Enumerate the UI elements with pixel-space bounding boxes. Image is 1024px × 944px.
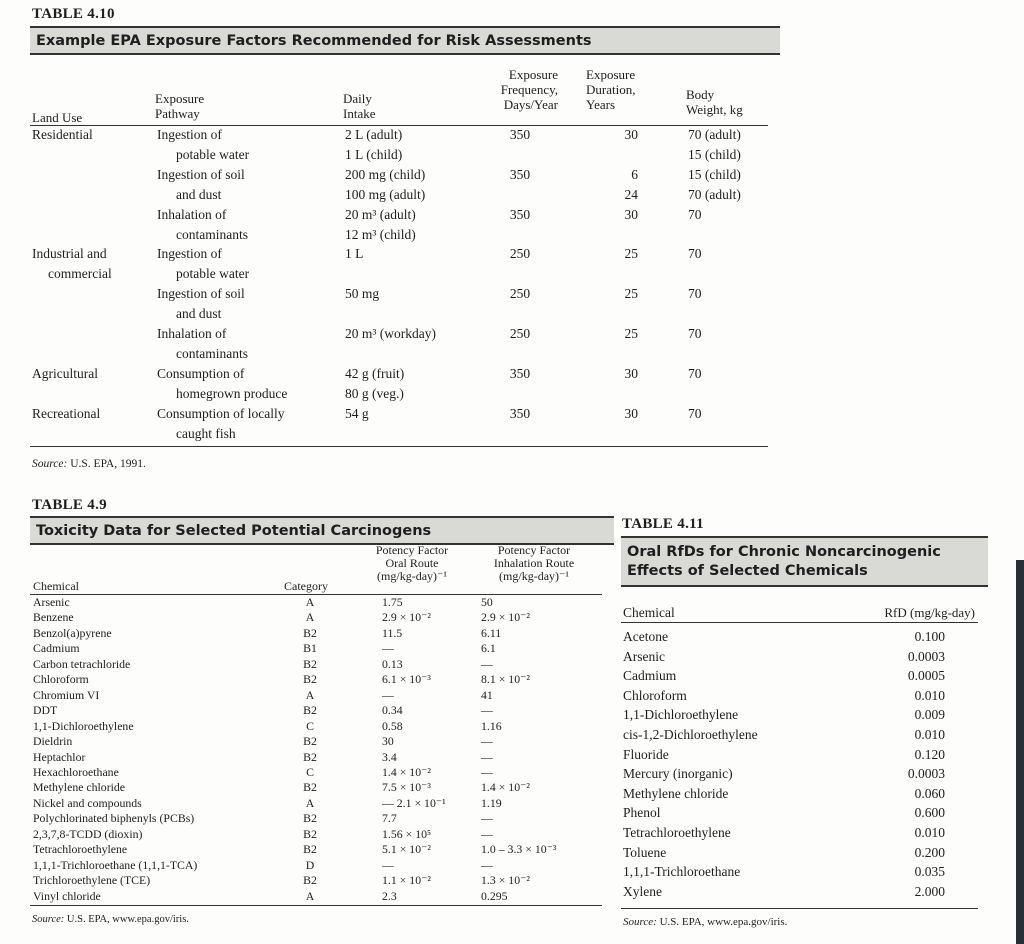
t410-duration: 30 xyxy=(624,406,638,421)
t410-duration: 25 xyxy=(624,286,638,301)
t49-category: A xyxy=(305,796,315,810)
t410-intake: 12 m³ (child) xyxy=(345,227,416,242)
t410-frequency: 350 xyxy=(509,406,531,421)
t410-duration: 30 xyxy=(624,127,638,142)
t410-frequency: 350 xyxy=(509,167,531,182)
t410-pathway: potable water xyxy=(176,147,250,162)
table-4-9-title: Toxicity Data for Selected Potential Carcinogens xyxy=(30,516,614,545)
t49-oral: 1.1 × 10⁻² xyxy=(382,873,431,887)
t410-pathway: and dust xyxy=(176,187,222,202)
t49-inhal: 41 xyxy=(481,688,493,702)
t411-chemical: Toluene xyxy=(623,845,667,860)
t410-land-use: Agricultural xyxy=(32,366,98,381)
t49-category: B1 xyxy=(303,641,317,655)
t410-pathway: potable water xyxy=(176,266,250,281)
t410-pathway: Ingestion of soil xyxy=(157,167,245,182)
table-4-9-number: TABLE 4.9 xyxy=(32,497,107,513)
t410-intake: 100 mg (adult) xyxy=(345,187,426,202)
t49-category: B2 xyxy=(303,811,317,825)
t49-inhal: 1.4 × 10⁻² xyxy=(481,780,530,794)
t411-rfd: 0.035 xyxy=(914,864,945,879)
t411-rfd: 0.0005 xyxy=(907,668,945,683)
t410-header-rule xyxy=(30,125,768,126)
t411-chemical: Phenol xyxy=(623,805,661,820)
t49-inhal: 6.1 xyxy=(481,641,496,655)
t410-frequency: 350 xyxy=(509,127,531,142)
t410-weight: 70 xyxy=(688,326,702,341)
t410-header-weight: Body Weight, kg xyxy=(686,87,743,117)
t411-chemical: Methylene chloride xyxy=(623,786,729,801)
t49-oral: 0.13 xyxy=(382,657,403,671)
t411-chemical: Xylene xyxy=(623,884,662,899)
table-4-11-number: TABLE 4.11 xyxy=(622,516,704,532)
t49-inhal: 1.16 xyxy=(481,719,502,733)
t410-weight: 15 (child) xyxy=(688,167,741,182)
t49-chemical: Polychlorinated biphenyls (PCBs) xyxy=(33,811,195,825)
t410-intake: 1 L (child) xyxy=(345,147,403,162)
t49-chemical: Chloroform xyxy=(33,672,89,686)
t49-header-category: Category xyxy=(284,579,328,593)
t49-oral: 30 xyxy=(382,734,394,748)
t49-inhal: 50 xyxy=(481,595,493,609)
t49-inhal: — xyxy=(481,734,493,748)
t49-inhal: 8.1 × 10⁻² xyxy=(481,672,530,686)
t411-rfd: 0.120 xyxy=(914,747,945,762)
t49-oral: 6.1 × 10⁻³ xyxy=(382,672,431,686)
t49-inhal: — xyxy=(481,827,493,841)
t49-oral: 1.4 × 10⁻² xyxy=(382,765,431,779)
t49-chemical: Hexachloroethane xyxy=(33,765,119,779)
t410-intake: 200 mg (child) xyxy=(345,167,426,182)
t49-header-inhal: Potency Factor Inhalation Route (mg/kg-day)⁻¹ xyxy=(493,543,575,583)
t410-frequency: 350 xyxy=(509,366,531,381)
t411-chemical: Cadmium xyxy=(623,668,677,683)
t49-inhal: — xyxy=(481,765,493,779)
t410-weight: 70 (adult) xyxy=(688,127,741,142)
t49-chemical: Tetrachloroethylene xyxy=(33,842,128,856)
t49-inhal: 6.11 xyxy=(481,626,502,640)
t411-chemical: cis-1,2-Dichloroethylene xyxy=(623,727,758,742)
dark-page-edge xyxy=(1016,560,1024,944)
t49-category: D xyxy=(305,858,315,872)
t410-pathway: Consumption of locally xyxy=(157,406,285,421)
t49-inhal: — xyxy=(481,703,493,717)
t410-pathway: Ingestion of xyxy=(157,127,222,142)
t49-oral: 7.7 xyxy=(382,811,397,825)
t410-intake: 20 m³ (adult) xyxy=(345,207,416,222)
t411-rfd: 0.200 xyxy=(914,845,945,860)
t49-category: B2 xyxy=(303,827,317,841)
t410-intake: 2 L (adult) xyxy=(345,127,403,142)
t410-duration: 25 xyxy=(624,246,638,261)
t49-oral: 5.1 × 10⁻² xyxy=(382,842,431,856)
t49-chemical: Methylene chloride xyxy=(33,780,126,794)
t49-inhal: — xyxy=(481,858,493,872)
t410-weight: 70 xyxy=(688,246,702,261)
t49-category: B2 xyxy=(303,750,317,764)
t49-oral: — xyxy=(382,858,394,872)
t411-header-chemical: Chemical xyxy=(623,605,675,620)
t410-pathway: Consumption of xyxy=(157,366,245,381)
t411-rfd: 0.060 xyxy=(914,786,945,801)
t49-category: B2 xyxy=(303,657,317,671)
t411-source: Source: U.S. EPA, www.epa.gov/iris. xyxy=(623,916,788,928)
t49-bottom-rule xyxy=(30,905,602,906)
t410-pathway: Ingestion of xyxy=(157,246,222,261)
t410-duration: 6 xyxy=(631,167,638,182)
t410-source: Source: U.S. EPA, 1991. xyxy=(32,458,146,470)
t411-rfd: 0.010 xyxy=(914,688,945,703)
t411-chemical: Mercury (inorganic) xyxy=(623,766,733,781)
t411-header-rule xyxy=(621,622,978,623)
t49-oral: 2.3 xyxy=(382,889,397,903)
t49-chemical: Trichloroethylene (TCE) xyxy=(33,873,151,887)
t411-rfd: 0.600 xyxy=(914,805,945,820)
t49-category: A xyxy=(305,610,315,624)
t49-category: B2 xyxy=(303,873,317,887)
table-4-10-title: Example EPA Exposure Factors Recommended for Risk Assessments xyxy=(30,26,780,55)
t49-oral: — xyxy=(382,641,394,655)
t410-weight: 70 (adult) xyxy=(688,187,741,202)
t410-bottom-rule xyxy=(30,446,768,447)
t410-weight: 15 (child) xyxy=(688,147,741,162)
t411-chemical: Fluoride xyxy=(623,747,669,762)
t49-category: B2 xyxy=(303,734,317,748)
t410-frequency: 350 xyxy=(509,207,531,222)
t49-oral: 0.58 xyxy=(382,719,403,733)
t410-pathway: Inhalation of xyxy=(157,326,227,341)
t49-chemical: Dieldrin xyxy=(33,734,73,748)
t49-inhal: 1.0 – 3.3 × 10⁻³ xyxy=(481,842,557,856)
t49-category: A xyxy=(305,595,315,609)
t49-category: B2 xyxy=(303,626,317,640)
t49-chemical: Benzene xyxy=(33,610,74,624)
t49-oral: 11.5 xyxy=(382,626,403,640)
t410-duration: 30 xyxy=(624,207,638,222)
t49-chemical: 1,1,1-Trichloroethane (1,1,1-TCA) xyxy=(33,858,198,872)
table-4-10-number: TABLE 4.10 xyxy=(32,6,115,22)
t410-header-frequency: Exposure Frequency, Days/Year xyxy=(500,67,558,112)
t410-frequency: 250 xyxy=(509,286,531,301)
t410-weight: 70 xyxy=(688,366,702,381)
t411-bottom-rule xyxy=(621,908,978,909)
t410-header-duration: Exposure Duration, Years xyxy=(586,67,636,112)
t49-chemical: Vinyl chloride xyxy=(33,889,101,903)
t410-land-use: Recreational xyxy=(32,406,101,421)
t49-source: Source: U.S. EPA, www.epa.gov/iris. xyxy=(32,914,189,925)
t410-weight: 70 xyxy=(688,286,702,301)
t49-oral: 3.4 xyxy=(382,750,397,764)
t411-chemical: Tetrachloroethylene xyxy=(623,825,731,840)
t410-land-use: commercial xyxy=(48,266,112,281)
t410-pathway: caught fish xyxy=(176,426,236,441)
t411-rfd: 0.010 xyxy=(914,727,945,742)
t49-category: A xyxy=(305,688,315,702)
t410-pathway: Ingestion of soil xyxy=(157,286,245,301)
t410-pathway: contaminants xyxy=(176,227,248,242)
t49-inhal: — xyxy=(481,811,493,825)
t410-pathway: and dust xyxy=(176,306,222,321)
t49-header-rule xyxy=(30,594,602,595)
t410-intake: 54 g xyxy=(345,406,369,421)
t410-intake: 80 g (veg.) xyxy=(345,386,404,401)
t49-oral: 2.9 × 10⁻² xyxy=(382,610,431,624)
t410-frequency: 250 xyxy=(509,246,531,261)
t49-inhal: 1.19 xyxy=(481,796,502,810)
t410-land-use: Industrial and xyxy=(32,246,107,261)
t411-chemical: 1,1-Dichloroethylene xyxy=(623,707,739,722)
t410-pathway: contaminants xyxy=(176,346,248,361)
t49-oral: 7.5 × 10⁻³ xyxy=(382,780,431,794)
t49-category: C xyxy=(306,765,314,779)
t49-category: C xyxy=(306,719,314,733)
t49-chemical: Heptachlor xyxy=(33,750,86,764)
t411-chemical: Chloroform xyxy=(623,688,687,703)
t49-header-chemical: Chemical xyxy=(33,579,79,593)
t49-category: B2 xyxy=(303,672,317,686)
t49-chemical: Nickel and compounds xyxy=(33,796,142,810)
t410-frequency: 250 xyxy=(509,326,531,341)
t49-chemical: Arsenic xyxy=(33,595,70,609)
t410-intake: 42 g (fruit) xyxy=(345,366,405,381)
t410-pathway: homegrown produce xyxy=(176,386,288,401)
t49-oral: — 2.1 × 10⁻¹ xyxy=(382,796,446,810)
t411-rfd: 0.100 xyxy=(914,629,945,644)
t49-header-oral: Potency Factor Oral Route (mg/kg-day)⁻¹ xyxy=(375,543,449,583)
t411-header-rfd: RfD (mg/kg-day) xyxy=(884,605,975,620)
t410-duration: 24 xyxy=(624,187,638,202)
t49-category: A xyxy=(305,889,315,903)
t49-inhal: 2.9 × 10⁻² xyxy=(481,610,530,624)
t410-weight: 70 xyxy=(688,406,702,421)
t49-oral: 1.75 xyxy=(382,595,403,609)
t411-chemical: Arsenic xyxy=(623,649,665,664)
t411-rfd: 0.009 xyxy=(914,707,945,722)
t410-header-pathway: Exposure Pathway xyxy=(155,91,205,121)
t411-rfd: 0.0003 xyxy=(907,649,945,664)
t410-duration: 25 xyxy=(624,326,638,341)
t411-rfd: 0.0003 xyxy=(907,766,945,781)
t49-chemical: Cadmium xyxy=(33,641,80,655)
t410-land-use: Residential xyxy=(32,127,93,142)
t411-chemical: Acetone xyxy=(623,629,668,644)
t411-rfd: 0.010 xyxy=(914,825,945,840)
t49-inhal: — xyxy=(481,657,493,671)
t410-duration: 30 xyxy=(624,366,638,381)
t49-oral: 1.56 × 10⁵ xyxy=(382,827,432,841)
t49-chemical: Benzol(a)pyrene xyxy=(33,626,112,640)
t49-inhal: 0.295 xyxy=(481,889,508,903)
t411-rfd: 2.000 xyxy=(914,884,945,899)
t49-oral: — xyxy=(382,688,394,702)
table-4-11-title: Oral RfDs for Chronic Noncarcinogenic Effects of Selected Chemicals xyxy=(621,536,988,587)
t49-chemical: Carbon tetrachloride xyxy=(33,657,131,671)
t49-category: B2 xyxy=(303,842,317,856)
t49-category: B2 xyxy=(303,780,317,794)
t410-pathway: Inhalation of xyxy=(157,207,227,222)
t49-chemical: 1,1-Dichloroethylene xyxy=(33,719,134,733)
t49-inhal: 1.3 × 10⁻² xyxy=(481,873,530,887)
t49-inhal: — xyxy=(481,750,493,764)
t49-chemical: Chromium VI xyxy=(33,688,100,702)
t49-category: B2 xyxy=(303,703,317,717)
t410-weight: 70 xyxy=(688,207,702,222)
t410-intake: 1 L xyxy=(345,246,364,261)
t49-chemical: 2,3,7,8-TCDD (dioxin) xyxy=(33,827,143,841)
t410-header-land-use: Land Use xyxy=(32,110,83,125)
t49-oral: 0.34 xyxy=(382,703,403,717)
t49-chemical: DDT xyxy=(33,703,58,717)
t410-intake: 20 m³ (workday) xyxy=(345,326,437,341)
t410-header-intake: Daily Intake xyxy=(343,91,376,121)
t410-intake: 50 mg xyxy=(345,286,380,301)
t411-chemical: 1,1,1-Trichloroethane xyxy=(623,864,741,879)
